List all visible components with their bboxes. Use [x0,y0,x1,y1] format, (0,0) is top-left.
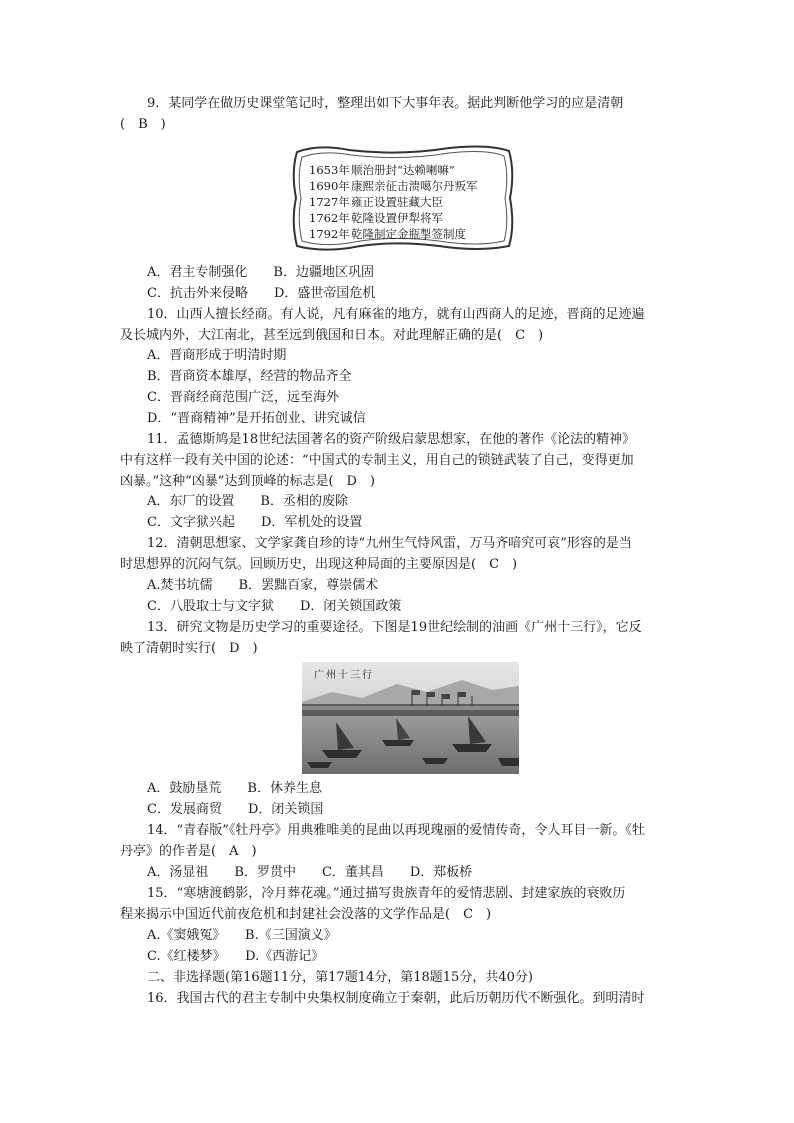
q14-options: A．汤显祖 B．罗贯中 C．董其昌 D．郑板桥 [147,865,473,880]
q15-stem-cont: 程来揭示中国近代前夜危机和封建社会没落的文学作品是( C ) [120,907,492,922]
q13-stem-cont: 映了清朝时实行( D ) [120,641,258,656]
q14-stem-cont: 丹亭》的作者是( A ) [120,844,257,859]
q10-option-b: B．晋商资本雄厚，经营的物品齐全 [147,369,352,384]
q12-options-2: C．八股取士与文字狱 D．闭关锁国政策 [147,599,402,614]
painting-caption: 广州十三行 [314,670,374,681]
section-heading: 二、非选择题(第16题11分，第17题14分，第18题15分，共40分) [147,970,533,985]
q13-options-2: C．发展商贸 D．闭关锁国 [147,802,324,817]
q13-options-1: A．鼓励垦荒 B．休养生息 [147,781,322,796]
q9-stem: 9．某同学在做历史课堂笔记时，整理出如下大事年表。据此判断他学习的应是清朝 [147,96,624,111]
canton-thirteen-factories-painting [302,662,519,774]
timeline-row: 1690年康熙亲征击溃噶尔丹叛军 [309,179,478,193]
q10-option-c: C．晋商经商范围广泛，远至海外 [147,390,339,405]
q15-stem: 15．“寒塘渡鹤影，冷月葬花魂。”通过描写贵族青年的爱情悲剧、封建家族的衰败历 [147,886,626,901]
q11-stem-cont-2: 凶暴。”这种“凶暴”达到顶峰的标志是( D ) [120,474,376,489]
q13-stem: 13．研究文物是历史学习的重要途径。下图是19世纪绘制的油画《广州十三行》，它反 [147,620,642,635]
timeline-row: 1727年雍正设置驻藏大臣 [309,195,443,209]
q9-options-1: A．君主专制强化 B．边疆地区巩固 [147,265,374,280]
q11-options-2: C．文字狱兴起 D．军机处的设置 [147,515,363,530]
q11-options-1: A．东厂的设置 B．丞相的废除 [147,494,348,509]
q15-options-2: C.《红楼梦》 D.《西游记》 [147,949,325,964]
q12-stem: 12．清朝思想家、文学家龚自珍的诗“九州生气恃风雷，万马齐喑究可哀”形容的是当 [147,536,632,551]
timeline-row: 1762年乾隆设置伊犁将军 [309,211,443,225]
q9-options-2: C．抗击外来侵略 D．盛世帝国危机 [147,286,376,301]
q12-options-1: A.焚书坑儒 B．罢黜百家，尊崇儒术 [147,578,379,593]
timeline-list [309,162,505,242]
q10-option-a: A．晋商形成于明清时期 [147,348,287,363]
q10-stem-cont: 及长城内外，大江南北，甚至远到俄国和日本。对此理解正确的是( C ) [120,328,544,343]
q10-stem: 10．山西人擅长经商。有人说，凡有麻雀的地方，就有山西商人的足迹，晋商的足迹遍 [147,307,645,322]
q14-stem: 14．“青春版”《牡丹亭》用典雅唯美的昆曲以再现瑰丽的爱情传奇，令人耳目一新。《牡 [147,823,645,838]
timeline-row: 1792年乾隆制定金瓶掣签制度 [309,227,466,241]
q12-stem-cont: 时思想界的沉闷气氛。回顾历史，出现这种局面的主要原因是( C ) [120,557,518,572]
q10-option-d: D．“晋商精神”是开拓创业、讲究诚信 [147,411,366,426]
q9-answer: ( B ) [120,117,166,132]
q11-stem: 11．孟德斯鸠是18世纪法国著名的资产阶级启蒙思想家，在他的著作《论法的精神》 [147,432,636,447]
q11-stem-cont: 中有这样一段有关中国的论述：“中国式的专制主义，用自己的锁链武装了自己，变得更加 [120,453,634,468]
timeline-row: 1653年顺治册封“达赖喇嘛” [309,163,455,177]
q15-options-1: A.《窦娥冤》 B.《三国演义》 [147,928,337,943]
timeline-scroll [289,142,517,254]
q16-stem: 16．我国古代的君主专制中央集权制度确立于秦朝，此后历朝历代不断强化。到明清时 [147,991,645,1006]
